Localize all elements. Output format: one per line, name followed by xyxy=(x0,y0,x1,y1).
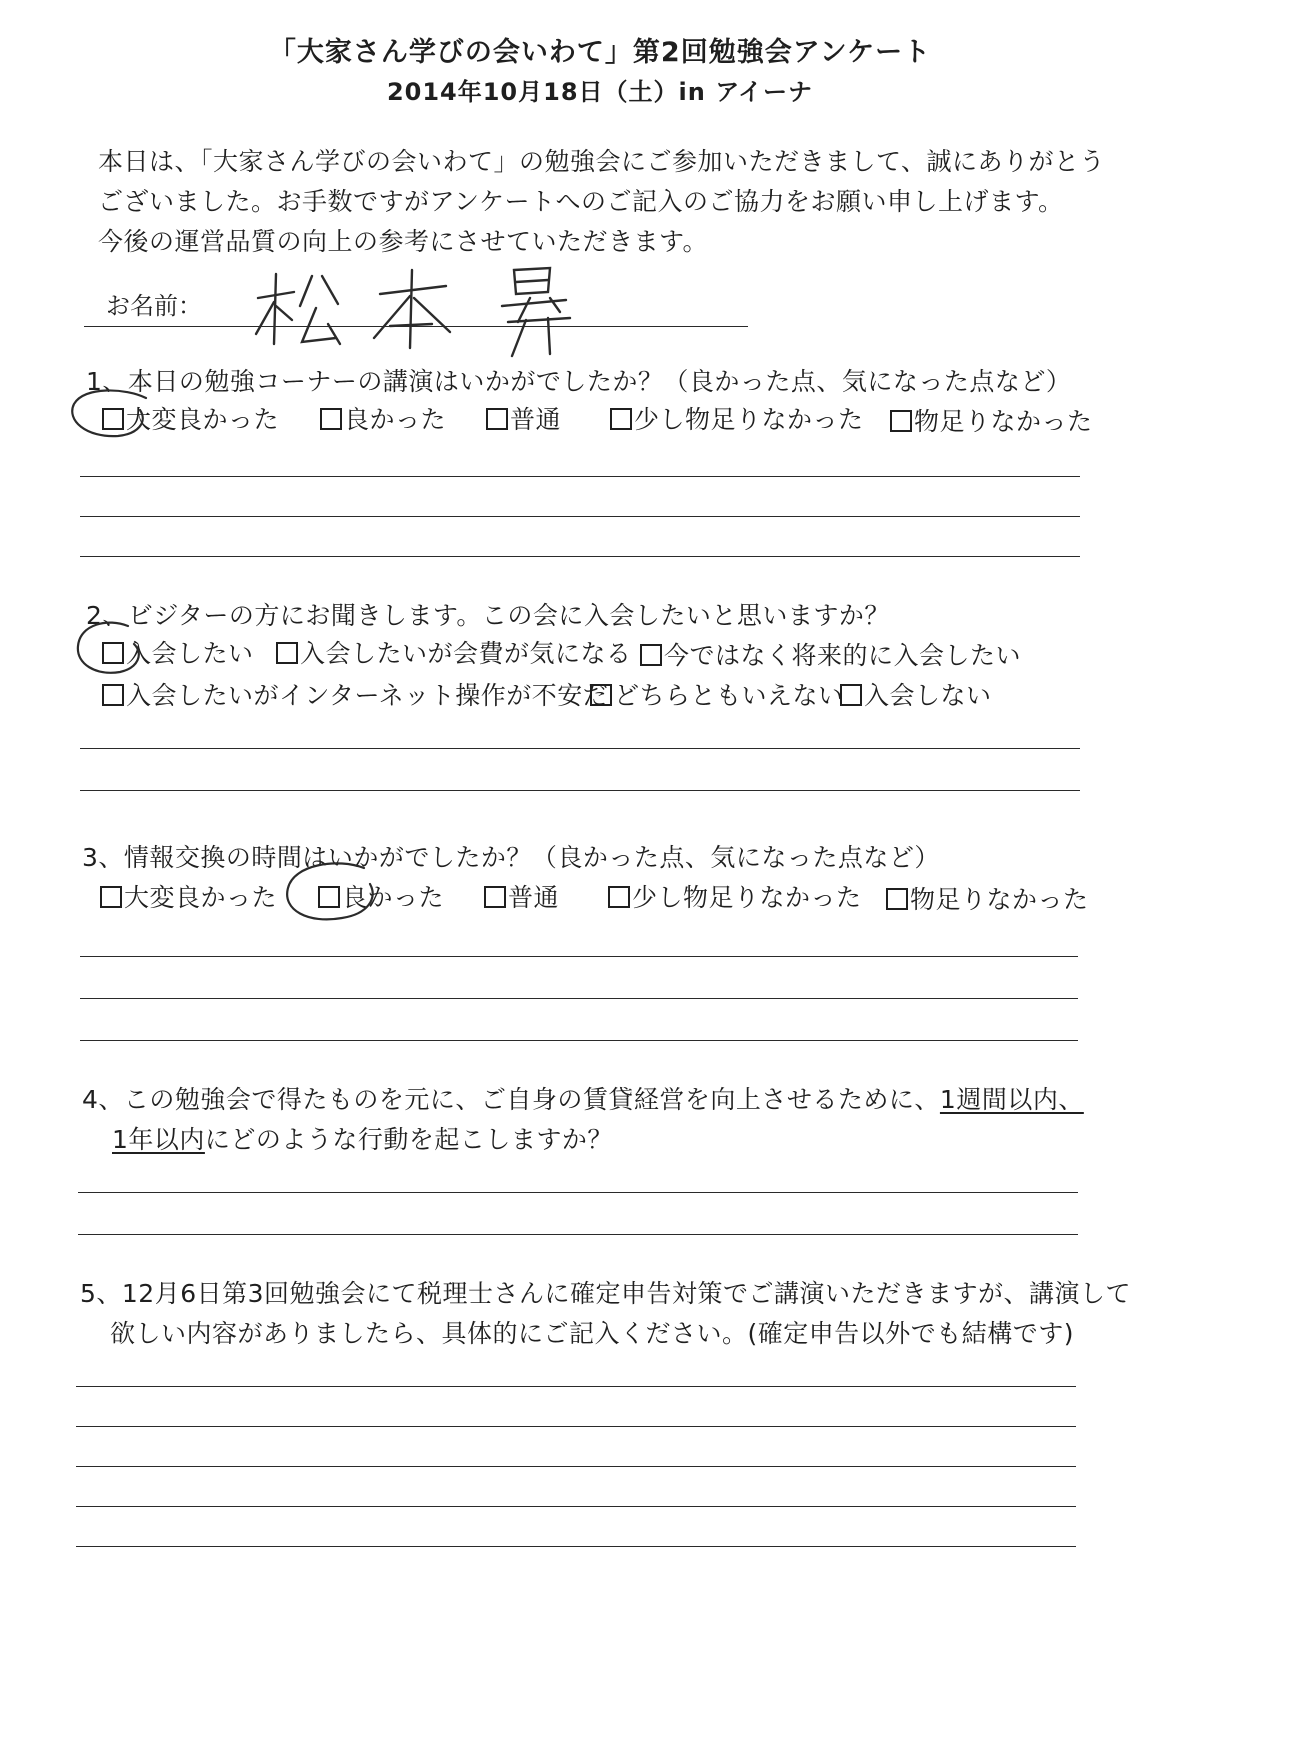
intro-line-3: 今後の運営品質の向上の参考にさせていただきます。 xyxy=(98,227,709,256)
q2-checkbox-not-join[interactable] xyxy=(840,684,862,706)
q1-option-lacking[interactable]: 物足りなかった xyxy=(890,402,1093,438)
q1-answer-line-3 xyxy=(80,556,1080,557)
intro-line-2: ございました。お手数ですがアンケートへのご記入のご協力をお願い申し上げます。 xyxy=(98,187,1064,216)
name-label: お名前： xyxy=(106,292,202,320)
q3-option-very-good[interactable]: 大変良かった xyxy=(100,878,277,914)
q1-checkbox-good[interactable] xyxy=(320,408,342,430)
q2-option-join-future[interactable]: 今ではなく将来的に入会したい xyxy=(640,636,1021,672)
q1-checkbox-somewhat-lacking[interactable] xyxy=(610,408,632,430)
name-underline xyxy=(84,326,748,327)
q1-checkbox-lacking[interactable] xyxy=(890,410,912,432)
survey-date: 2014年10月18日（土）in アイーナ xyxy=(386,78,814,106)
q5-question-line-1: 5、12月6日第3回勉強会にて税理士さんに確定申告対策でご講演いただきますが、講演して xyxy=(80,1279,1132,1308)
q3-option-lacking[interactable]: 物足りなかった xyxy=(886,880,1089,916)
q2-selection-circle xyxy=(72,618,152,680)
q2-option-join-fee-concern[interactable]: 入会したいが会費が気になる xyxy=(276,634,632,670)
q1-option-normal[interactable]: 普通 xyxy=(486,400,561,436)
q2-checkbox-undecided[interactable] xyxy=(590,684,612,706)
q1-option-very-good[interactable]: 大変良かった xyxy=(102,400,279,436)
handwritten-name xyxy=(250,262,610,362)
q5-answer-line-2 xyxy=(76,1426,1076,1427)
q5-question-line-2: 欲しい内容がありましたら、具体的にご記入ください。(確定申告以外でも結構です) xyxy=(110,1319,1075,1348)
q5-answer-line-1 xyxy=(76,1386,1076,1387)
q2-answer-line-1 xyxy=(80,748,1080,749)
q1-answer-line-1 xyxy=(80,476,1080,477)
q2-question: 2、ビジターの方にお聞きします。この会に入会したいと思いますか？ xyxy=(86,601,890,630)
q2-answer-line-2 xyxy=(80,790,1080,791)
q2-checkbox-join-future[interactable] xyxy=(640,644,662,666)
q2-option-undecided[interactable]: どちらともいえない xyxy=(590,676,844,712)
q1-answer-line-2 xyxy=(80,516,1080,517)
q3-checkbox-lacking[interactable] xyxy=(886,888,908,910)
q2-option-not-join[interactable]: 入会しない xyxy=(840,676,992,712)
q3-answer-line-3 xyxy=(80,1040,1078,1041)
q3-answer-line-2 xyxy=(80,998,1078,999)
q4-question-line-2: 1年以内にどのような行動を起こしますか？ xyxy=(112,1125,613,1154)
q1-question: 1、本日の勉強コーナーの講演はいかがでしたか？（良かった点、気になった点など） xyxy=(86,367,1072,396)
intro-line-1: 本日は、「大家さん学びの会いわて」の勉強会にご参加いただきまして、誠にありがとう xyxy=(98,147,1106,176)
q3-option-normal[interactable]: 普通 xyxy=(484,878,559,914)
q5-answer-line-5 xyxy=(76,1546,1076,1547)
q1-checkbox-normal[interactable] xyxy=(486,408,508,430)
q2-option-join[interactable]: 入会したい xyxy=(102,634,254,670)
q3-checkbox-normal[interactable] xyxy=(484,886,506,908)
q3-answer-line-1 xyxy=(80,956,1078,957)
survey-title: 「大家さん学びの会いわて」第2回勉強会アンケート xyxy=(268,37,932,68)
q3-checkbox-somewhat-lacking[interactable] xyxy=(608,886,630,908)
q2-checkbox-join-internet-concern[interactable] xyxy=(102,684,124,706)
q1-option-good[interactable]: 良かった xyxy=(320,400,446,436)
q3-question: 3、情報交換の時間はいかがでしたか？（良かった点、気になった点など） xyxy=(82,843,940,872)
q4-answer-line-2 xyxy=(78,1234,1078,1235)
q2-checkbox-join-fee-concern[interactable] xyxy=(276,642,298,664)
q4-answer-line-1 xyxy=(78,1192,1078,1193)
q4-question-line-1: 4、この勉強会で得たものを元に、ご自身の賃貸経営を向上させるために、1週間以内、 xyxy=(82,1085,1084,1114)
q5-answer-line-4 xyxy=(76,1506,1076,1507)
q1-option-somewhat-lacking[interactable]: 少し物足りなかった xyxy=(610,400,864,436)
q5-answer-line-3 xyxy=(76,1466,1076,1467)
q1-selection-circle xyxy=(66,384,156,444)
q2-option-join-internet-concern[interactable]: 入会したいがインターネット操作が不安だ xyxy=(102,676,608,712)
q3-option-somewhat-lacking[interactable]: 少し物足りなかった xyxy=(608,878,862,914)
q3-option-good[interactable]: 良かった xyxy=(318,878,444,914)
q3-checkbox-very-good[interactable] xyxy=(100,886,122,908)
q3-selection-circle xyxy=(280,858,390,930)
